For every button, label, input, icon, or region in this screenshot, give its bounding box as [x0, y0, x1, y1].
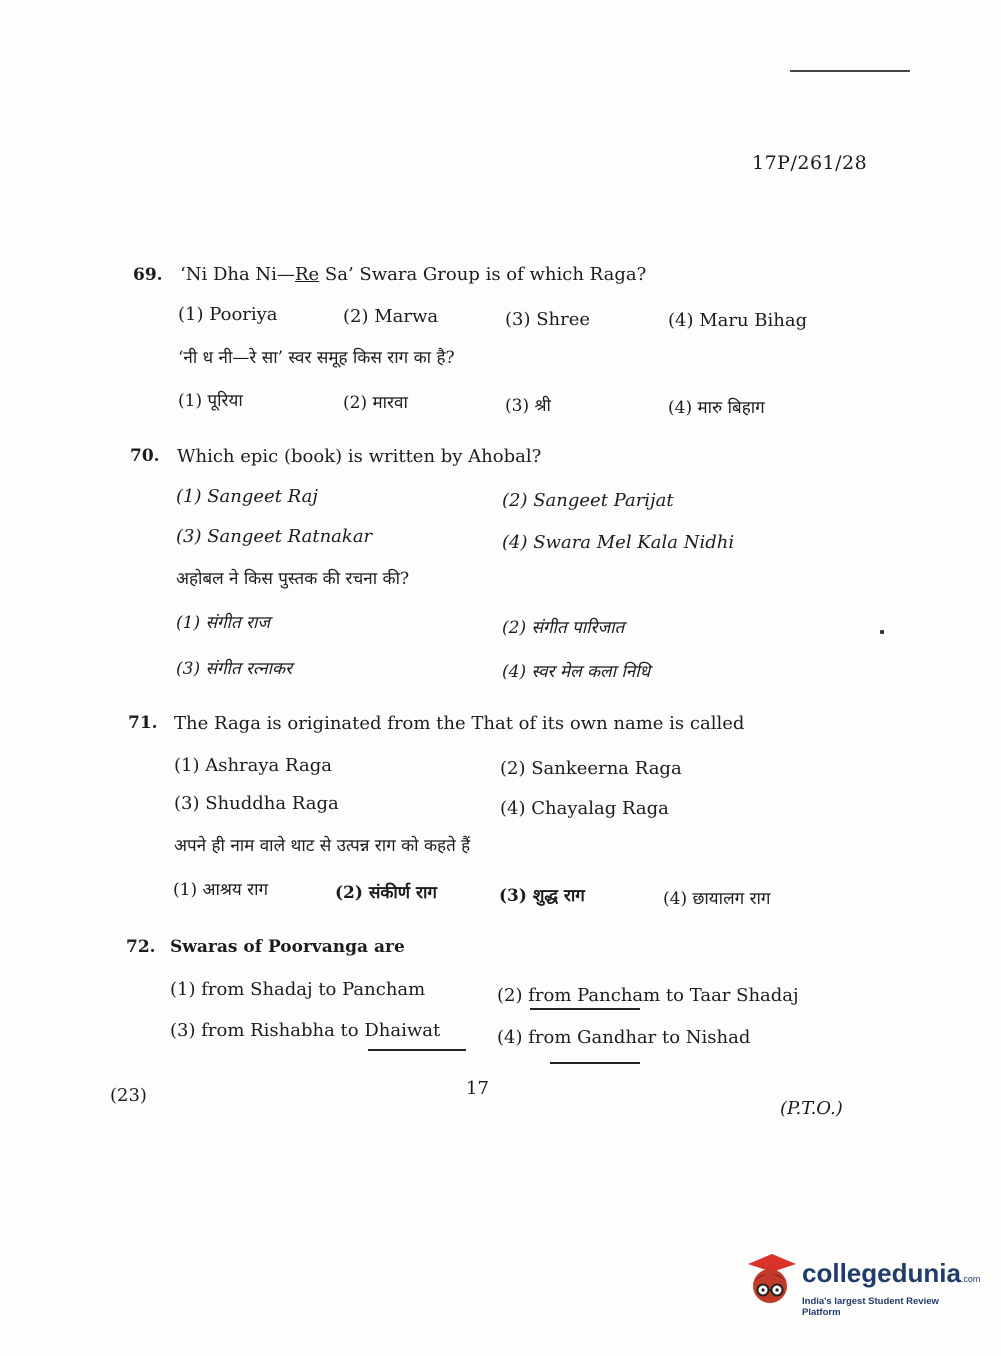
option: (3) from Rishabha to Dhaiwat [170, 1020, 441, 1041]
question-number: 71. [128, 713, 158, 733]
option-hindi: (1) संगीत राज [176, 613, 271, 633]
question-text: Swaras of Poorvanga are [170, 937, 405, 957]
option-hindi: (1) आश्रय राग [173, 880, 269, 900]
top-rule [790, 70, 910, 72]
option: (2) Sankeerna Raga [500, 758, 682, 779]
option-hindi: (3) श्री [505, 396, 551, 416]
option: (4) Swara Mel Kala Nidhi [502, 532, 735, 553]
question-text: The Raga is originated from the That of its own name is called [174, 713, 745, 734]
option-hindi: (2) संगीत पारिजात [502, 618, 625, 638]
option: (3) Shuddha Raga [174, 793, 339, 814]
mascot-icon [742, 1250, 798, 1314]
option: (4) from Gandhar to Nishad [497, 1027, 751, 1048]
footer-left: (23) [110, 1085, 147, 1106]
pen-underline [530, 1008, 640, 1010]
option-hindi: (4) मारु बिहाग [668, 398, 765, 418]
option-hindi: (4) छायालग राग [663, 889, 771, 909]
scan-speck [880, 630, 884, 634]
option: (3) Sangeet Ratnakar [176, 526, 373, 547]
question-text: ‘Ni Dha Ni—Re Sa’ Swara Group is of which Raga? [180, 264, 647, 285]
option: (2) Marwa [343, 306, 439, 327]
option-hindi: (2) संकीर्ण राग [335, 883, 437, 903]
question-text-hindi: ‘नी ध नी—रे सा’ स्वर समूह किस राग का है? [178, 348, 455, 368]
collegedunia-logo [742, 1250, 981, 1320]
question-text-hindi: अपने ही नाम वाले थाट से उत्पन्न राग को कहते हैं [174, 836, 471, 856]
option-hindi: (1) पूरिया [178, 391, 243, 411]
option: (2) Sangeet Parijat [502, 490, 674, 511]
option-hindi: (4) स्वर मेल कला निधि [502, 662, 651, 682]
option: (4) Chayalag Raga [500, 798, 669, 819]
question-number: 70. [130, 446, 160, 466]
pen-underline [550, 1062, 640, 1064]
option-hindi: (3) शुद्ध राग [499, 886, 585, 906]
option: (1) from Shadaj to Pancham [170, 979, 426, 1000]
question-number: 72. [126, 937, 156, 957]
logo-suffix: .com [960, 1274, 981, 1284]
option-hindi: (3) संगीत रत्नाकर [176, 659, 293, 679]
page-number: 17 [466, 1078, 489, 1099]
question-number: 69. [133, 265, 163, 285]
option: (1) Ashraya Raga [174, 755, 332, 776]
option: (1) Pooriya [178, 304, 278, 325]
pen-underline [368, 1049, 466, 1051]
option: (2) from Pancham to Taar Shadaj [497, 985, 799, 1006]
option: (1) Sangeet Raj [176, 486, 318, 507]
logo-brand: collegedunia [802, 1258, 961, 1288]
option: (4) Maru Bihag [668, 310, 808, 331]
paper-code: 17P/261/28 [752, 152, 868, 174]
option-hindi: (2) मारवा [343, 393, 408, 413]
question-text-hindi: अहोबल ने किस पुस्तक की रचना की? [176, 569, 410, 589]
option: (3) Shree [505, 309, 591, 330]
logo-tagline: India's largest Student Review Platform [802, 1296, 939, 1318]
question-text: Which epic (book) is written by Ahobal? [177, 446, 542, 467]
pto-label: (P.T.O.) [780, 1098, 843, 1119]
